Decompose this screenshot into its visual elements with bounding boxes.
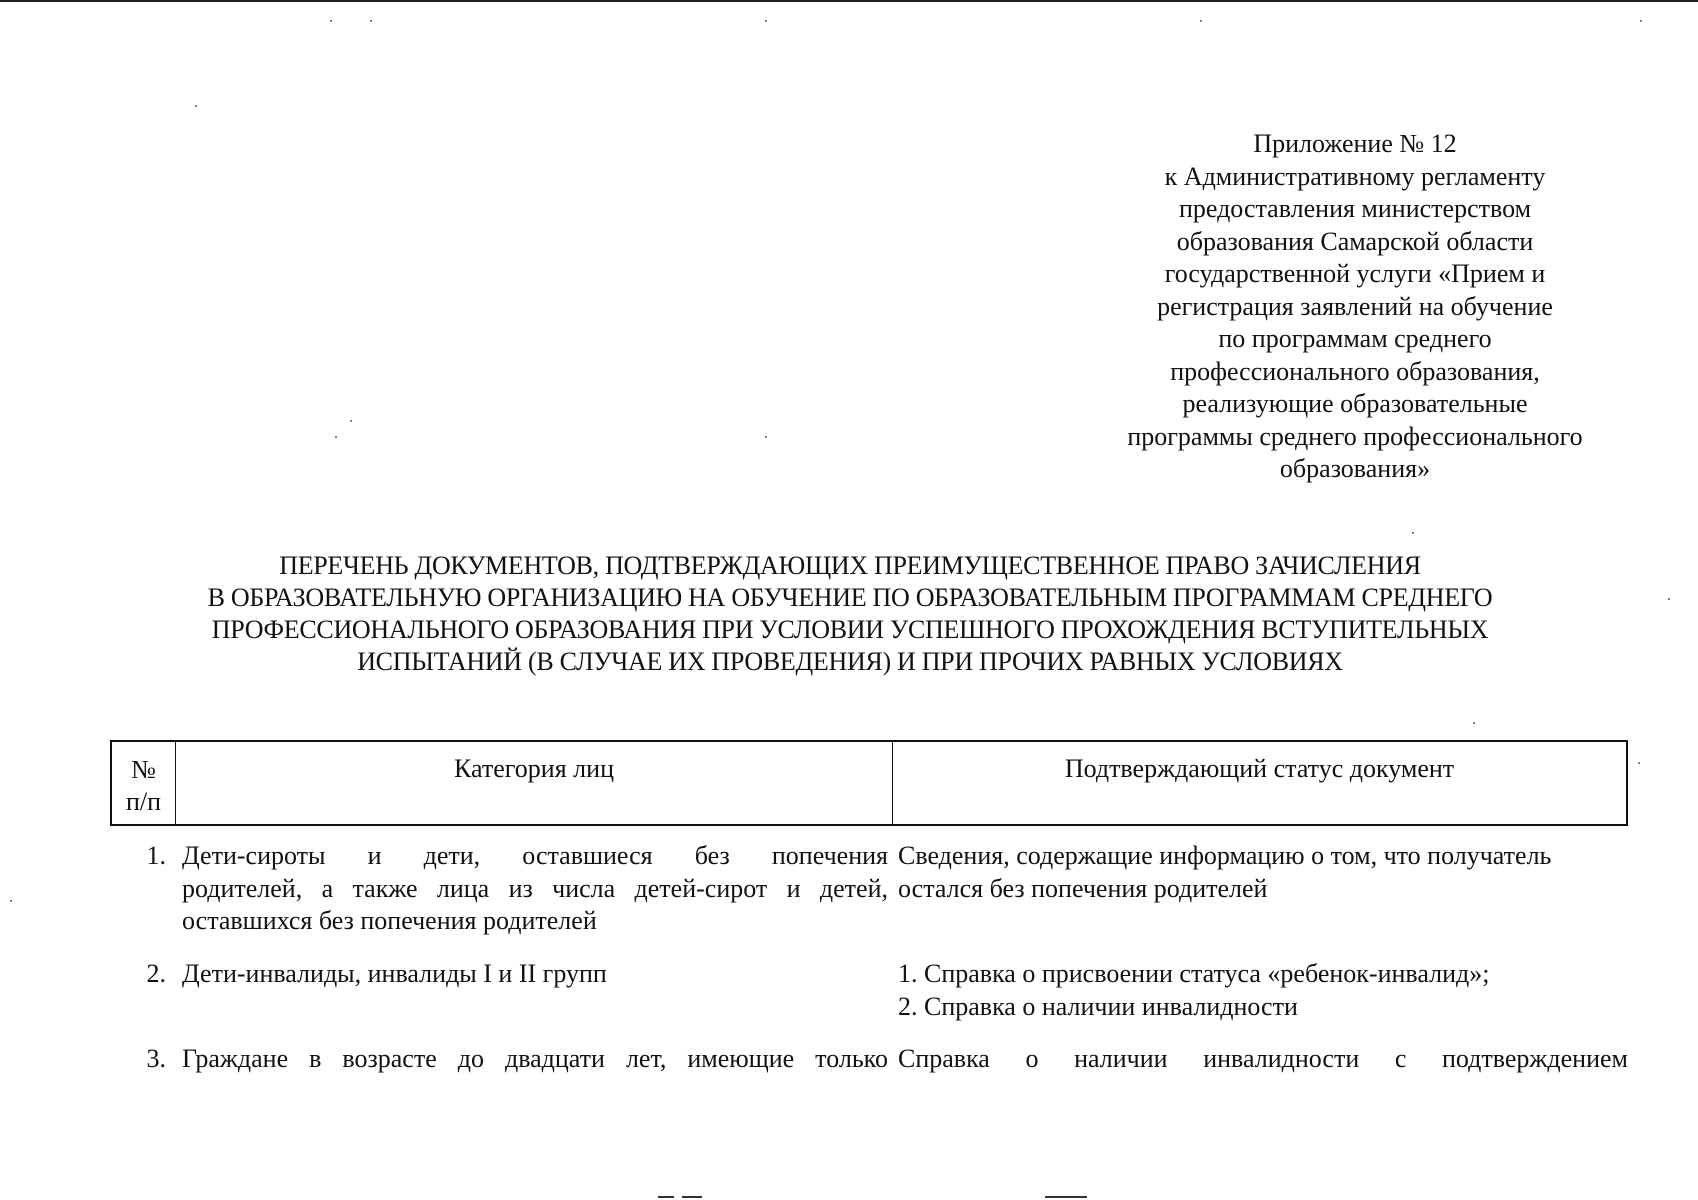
table-row	[110, 1043, 1628, 1083]
table-header	[110, 740, 1628, 826]
appendix-line: образования»	[1279, 454, 1431, 483]
header-category: Категория лиц	[176, 742, 893, 824]
row-category-line: Дети-инвалиды, инвалиды I и II групп	[182, 959, 607, 988]
appendix-line: к Административному регламенту	[1164, 161, 1546, 191]
scan-speck	[10, 900, 12, 902]
row-category	[182, 840, 888, 938]
row-category-line: Дети-сироты и дети, оставшиеся без попечения	[182, 841, 888, 870]
scan-bottom-mark	[682, 1196, 702, 1198]
scan-speck	[1640, 20, 1642, 22]
scan-bottom-mark	[658, 1196, 674, 1198]
header-document: Подтверждающий статус документ	[1064, 754, 1455, 783]
row-category	[182, 958, 888, 991]
title-line: ПЕРЕЧЕНЬ ДОКУМЕНТОВ, ПОДТВЕРЖДАЮЩИХ ПРЕИМУЩЕСТВЕННОЕ ПРАВО ЗАЧИСЛЕНИЯ	[279, 551, 1421, 580]
scan-speck	[1638, 762, 1640, 764]
appendix-line: государственной услуги «Прием и	[1164, 259, 1546, 288]
document-title	[80, 550, 1620, 678]
scan-speck	[1668, 598, 1670, 600]
appendix-line: профессионального образования,	[1170, 356, 1540, 386]
row-category-line: родителей, а также лица из числа детей-сирот и детей,	[182, 873, 888, 903]
scan-speck	[1200, 20, 1202, 22]
row-document-line: 1. Справка о присвоении статуса «ребенок-инвалид»;	[898, 959, 1490, 988]
scan-speck	[370, 20, 372, 22]
appendix-line: Приложение № 12	[1253, 129, 1457, 158]
row-number: 2.	[146, 959, 166, 988]
scan-top-edge-line	[0, 0, 1698, 2]
header-number-abbrev: п/п	[125, 787, 162, 816]
title-line: ПРОФЕССИОНАЛЬНОГО ОБРАЗОВАНИЯ ПРИ УСЛОВИИ УСПЕШНОГО ПРОХОЖДЕНИЯ ВСТУПИТЕЛЬНЫХ	[211, 615, 1489, 644]
appendix-line: образования Самарской области	[1176, 226, 1534, 256]
appendix-line: регистрация заявлений на обучение	[1157, 291, 1553, 321]
scan-bottom-mark	[1045, 1196, 1087, 1198]
row-document	[898, 840, 1628, 905]
row-document	[898, 1043, 1628, 1076]
scan-speck	[350, 420, 352, 422]
scan-speck	[330, 20, 332, 22]
scan-speck	[1412, 532, 1414, 534]
appendix-line: предоставления министерством	[1178, 194, 1532, 223]
row-category	[182, 1043, 888, 1076]
scan-speck	[765, 20, 767, 22]
appendix-header	[1090, 128, 1620, 486]
scan-speck	[335, 436, 337, 438]
row-document-line: остался без попечения родителей	[898, 873, 1268, 903]
row-category-line: Граждане в возрасте до двадцати лет, имеющие только	[182, 1044, 888, 1073]
row-document-line: 2. Справка о наличии инвалидности	[898, 991, 1298, 1021]
row-document	[898, 958, 1628, 1023]
row-document-line: Справка о наличии инвалидности с подтверждением	[898, 1044, 1628, 1073]
scan-speck	[1473, 722, 1475, 724]
row-number: 1.	[146, 841, 166, 870]
header-number-symbol: №	[131, 755, 156, 784]
table-row	[110, 840, 1628, 940]
appendix-line: по программам среднего	[1218, 324, 1492, 353]
scan-speck	[195, 105, 197, 107]
row-number: 3.	[146, 1044, 166, 1073]
table-row	[110, 958, 1628, 1028]
row-category-line: оставшихся без попечения родителей	[182, 906, 597, 935]
row-document-line: Сведения, содержащие информацию о том, что получатель	[898, 841, 1552, 870]
appendix-line: реализующие образовательные	[1182, 389, 1528, 418]
title-line: В ОБРАЗОВАТЕЛЬНУЮ ОРГАНИЗАЦИЮ НА ОБУЧЕНИЕ ПО ОБРАЗОВАТЕЛЬНЫМ ПРОГРАММАМ СРЕДНЕГО	[207, 583, 1493, 612]
title-line: ИСПЫТАНИЙ (В СЛУЧАЕ ИХ ПРОВЕДЕНИЯ) И ПРИ ПРОЧИХ РАВНЫХ УСЛОВИЯХ	[357, 647, 1343, 676]
appendix-line: программы среднего профессионального	[1127, 421, 1583, 451]
scan-speck	[765, 436, 767, 438]
header-number	[112, 742, 176, 824]
